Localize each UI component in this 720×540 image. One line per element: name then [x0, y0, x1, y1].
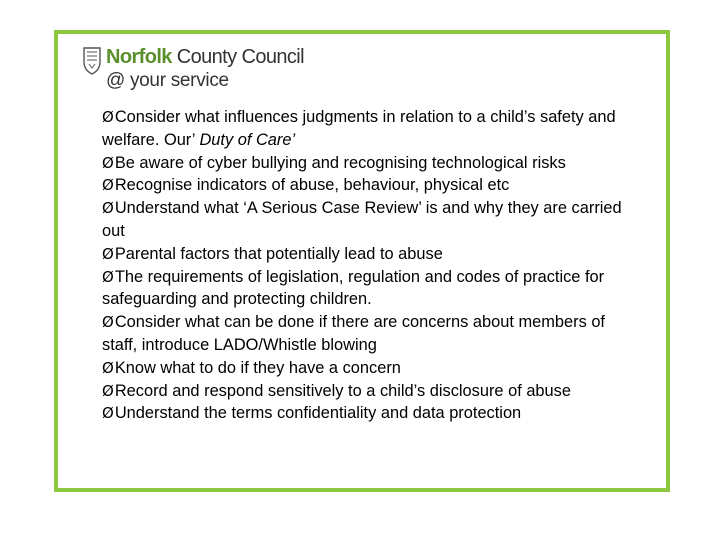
arrow-bullet-icon: Ø: [102, 358, 114, 377]
bullet-item: [102, 380, 632, 403]
bullet-list: [102, 106, 632, 425]
bullet-item: [102, 311, 632, 357]
bullet-item: [102, 197, 632, 243]
bullet-text: Consider what can be done if there are concerns about members of staff, introduce LADO/Whistle blowing: [102, 313, 605, 354]
slide-frame: [54, 30, 670, 492]
bullet-item: [102, 402, 632, 425]
bullet-item: [102, 266, 632, 312]
bullet-text: Understand the terms confidentiality and data protection: [114, 404, 522, 423]
bullet-text: Consider what influences judgments in relation to a child’s safety and welfare. Our’: [102, 108, 616, 149]
bullet-item: [102, 106, 632, 152]
bullet-text: Recognise indicators of abuse, behaviour, physical etc: [114, 176, 510, 195]
norfolk-crest-icon: [82, 46, 102, 76]
logo-wordmark: [106, 46, 304, 68]
arrow-bullet-icon: Ø: [102, 381, 114, 400]
bullet-item: [102, 357, 632, 380]
bullet-item: [102, 152, 632, 175]
arrow-bullet-icon: Ø: [102, 153, 114, 172]
bullet-emphasis: Duty of Care’: [199, 130, 296, 149]
logo-brand-bold: Norfolk: [106, 46, 172, 68]
arrow-bullet-icon: Ø: [102, 244, 114, 263]
bullet-text: Record and respond sensitively to a child’s disclosure of abuse: [114, 381, 571, 400]
bullet-text: Be aware of cyber bullying and recognising technological risks: [114, 153, 566, 172]
bullet-item: [102, 243, 632, 266]
arrow-bullet-icon: Ø: [102, 404, 114, 423]
arrow-bullet-icon: Ø: [102, 267, 114, 286]
norfolk-county-council-logo: [82, 40, 312, 90]
bullet-text: Know what to do if they have a concern: [114, 358, 401, 377]
arrow-bullet-icon: Ø: [102, 108, 114, 126]
bullet-text: The requirements of legislation, regulation and codes of practice for safeguarding and protecting children.: [102, 267, 605, 309]
bullet-text: Understand what ‘A Serious Case Review’ is and why they are carried out: [102, 199, 622, 240]
logo-brand-rest: County Council: [171, 46, 304, 68]
logo-tagline: @ your service: [106, 70, 229, 91]
bullet-item: [102, 174, 632, 197]
arrow-bullet-icon: Ø: [102, 199, 114, 218]
bullet-text: Parental factors that potentially lead to abuse: [114, 244, 443, 263]
arrow-bullet-icon: Ø: [102, 313, 114, 332]
arrow-bullet-icon: Ø: [102, 176, 114, 195]
